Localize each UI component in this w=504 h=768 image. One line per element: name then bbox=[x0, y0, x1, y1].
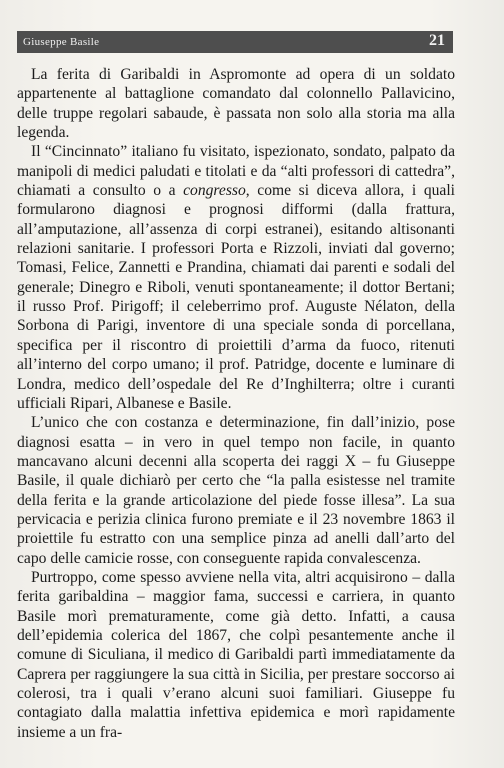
running-header-bar bbox=[17, 31, 453, 53]
body-text bbox=[17, 65, 455, 742]
running-header-author: Giuseppe Basile bbox=[23, 36, 100, 48]
paragraph-doctors-list-part2: , come si diceva allora, i quali formularono diagnosi e prognosi difformi (dalla frattura, all’amputazione, all’assenza di corpi estranei), esitando altisonanti relazioni sanitarie. I professori Porta e Rizzoli, inviati dal governo; Tomasi, Felice, Zannetti e Prandina, chiamati dai parenti e sodali del generale; Dinegro e Riboli, venuti spontaneamente; il dottor Bertani; il russo Prof. Pirigoff; il celeberrimo prof. Auguste Nélaton, della Sorbona di Parigi, inventore di una speciale sonda di porcellana, specifica per il riscontro di proiettili d’arma da fuoco, ritenuti all’interno del corpo umano; il prof. Patridge, docente e luminare di Londra, medico dell’ospedale del Re d’Inghilterra; oltre i curanti ufficiali Ripari, Albanese e Basile. bbox=[17, 182, 455, 412]
emphasis-congresso: congresso bbox=[183, 182, 246, 200]
paragraph-doctors-list-part1: Il “Cincinnato” italiano fu visitato, ispezionato, sondato, palpato da manipoli di medici paludati e titolati e da “alti professori di cattedra”, chiamati a consulto o a bbox=[17, 143, 455, 200]
paragraph-doctors-list bbox=[17, 142, 455, 413]
paragraph-basile-death: Purtroppo, come spesso avviene nella vita, altri acquisirono – dalla ferita garibaldina – maggior fama, successi e carriera, in quanto Basile morì prematuramente, come già detto. Infatti, a causa dell’epidemia colerica del 1867, che colpì pesantemente anche il comune di Siculiana, il medico di Garibaldi partì immediatamente da Caprera per raggiungere la sua città in Sicilia, per prestare soccorso ai colerosi, tra i quali v’erano alcuni suoi familiari. Giuseppe fu contagiato dalla malattia infettiva epidemica e morì rapidamente insieme a un fra- bbox=[17, 568, 455, 741]
paragraph-basile-diagnosis: L’unico che con costanza e determinazione, fin dall’inizio, pose diagnosi esatta – in vero in quel tempo non facile, in quanto mancavano alcuni decenni alla scoperta dei raggi X – fu Giuseppe Basile, il quale dichiarò per certo che “la palla esistesse nel tramite della ferita e la grande articolazione del piede fosse illesa”. La sua pervicacia e perizia clinica furono premiate e il 23 novembre 1863 il proiettile fu estratto con una semplice pinza ad anelli dall’arto del capo delle camicie rosse, con conseguente rapida convalescenza. bbox=[17, 414, 455, 567]
paragraph-aspromonte-wound: La ferita di Garibaldi in Aspromonte ad opera di un soldato appartenente al battaglione comandato dal colonnello Pallavicino, delle truppe regolari sabaude, è passata non solo alla storia ma alla legenda. bbox=[17, 66, 455, 142]
page-number: 21 bbox=[429, 32, 445, 49]
